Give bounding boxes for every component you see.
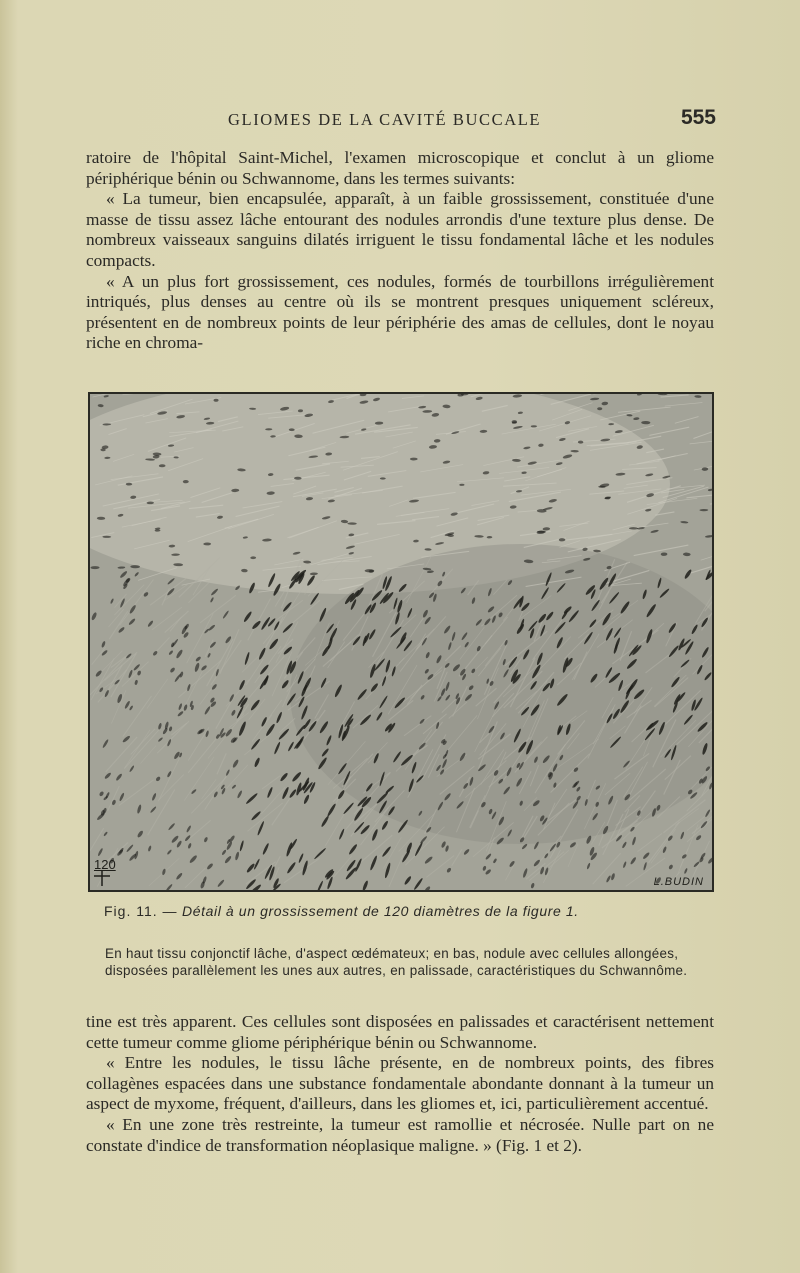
figure-label: Fig. 11. — <box>104 903 178 919</box>
figure-caption-title: Détail à un grossissement de 120 diamètres de la figure 1. <box>182 903 579 919</box>
text-block-top <box>86 148 714 354</box>
page-number: 555 <box>680 106 716 129</box>
paragraph: ratoire de l'hôpital Saint-Michel, l'examen microscopique et conclut à un gliome périphérique bénin ou Schwannome, dans les termes suivants: <box>86 148 714 188</box>
artist-signature: L.BUDIN <box>653 876 704 888</box>
running-title: GLIOMES DE LA CAVITÉ BUCCALE <box>228 110 542 129</box>
scale-label: 120 <box>94 857 116 872</box>
micrograph-illustration <box>90 394 712 890</box>
paragraph: « La tumeur, bien encapsulée, apparaît, à un faible grossissement, constituée d'une masse de tissu assez lâche entourant des nodules arrondis d'une texture plus dense. De nombreux vaisseaux sanguins dilatés irriguent le tissu fondamental lâche et les nodules compacts. <box>86 189 714 270</box>
paragraph: « En une zone très restreinte, la tumeur est ramollie et nécrosée. Nulle part on ne constate d'indice de transformation néoplasique maligne. » (Fig. 1 et 2). <box>86 1114 714 1155</box>
figure-caption <box>104 903 714 919</box>
text-block-bottom <box>86 1012 714 1156</box>
paragraph: tine est très apparent. Ces cellules sont disposées en palissades et caractérisent nettement cette tumeur comme gliome périphérique bénin ou Schwannome. <box>86 1012 714 1052</box>
micrograph-figure <box>88 392 714 892</box>
figure-caption-note: En haut tissu conjonctif lâche, d'aspect œdémateux; en bas, nodule avec cellules allongées, disposées parallèlement les unes aux autres, en palissade, caractéristiques du Schwannôme. <box>105 946 688 978</box>
paragraph: « A un plus fort grossissement, ces nodules, formés de tourbillons irrégulièrement intriqués, plus denses au centre où ils se montrent presques uniquement scléreux, présentent en de nombreux points de leur périphérie des amas de cellules, dont le noyau riche en chroma- <box>86 271 714 353</box>
paragraph: « Entre les nodules, le tissu lâche présente, en de nombreux points, des fibres collagènes espacées dans une substance fondamentale abondante donnant à la tumeur un aspect de myxome, fréquent, d'ailleurs, dans les gliomes et, ici, particulièrement accentué. <box>86 1053 714 1114</box>
page-header <box>88 106 716 132</box>
